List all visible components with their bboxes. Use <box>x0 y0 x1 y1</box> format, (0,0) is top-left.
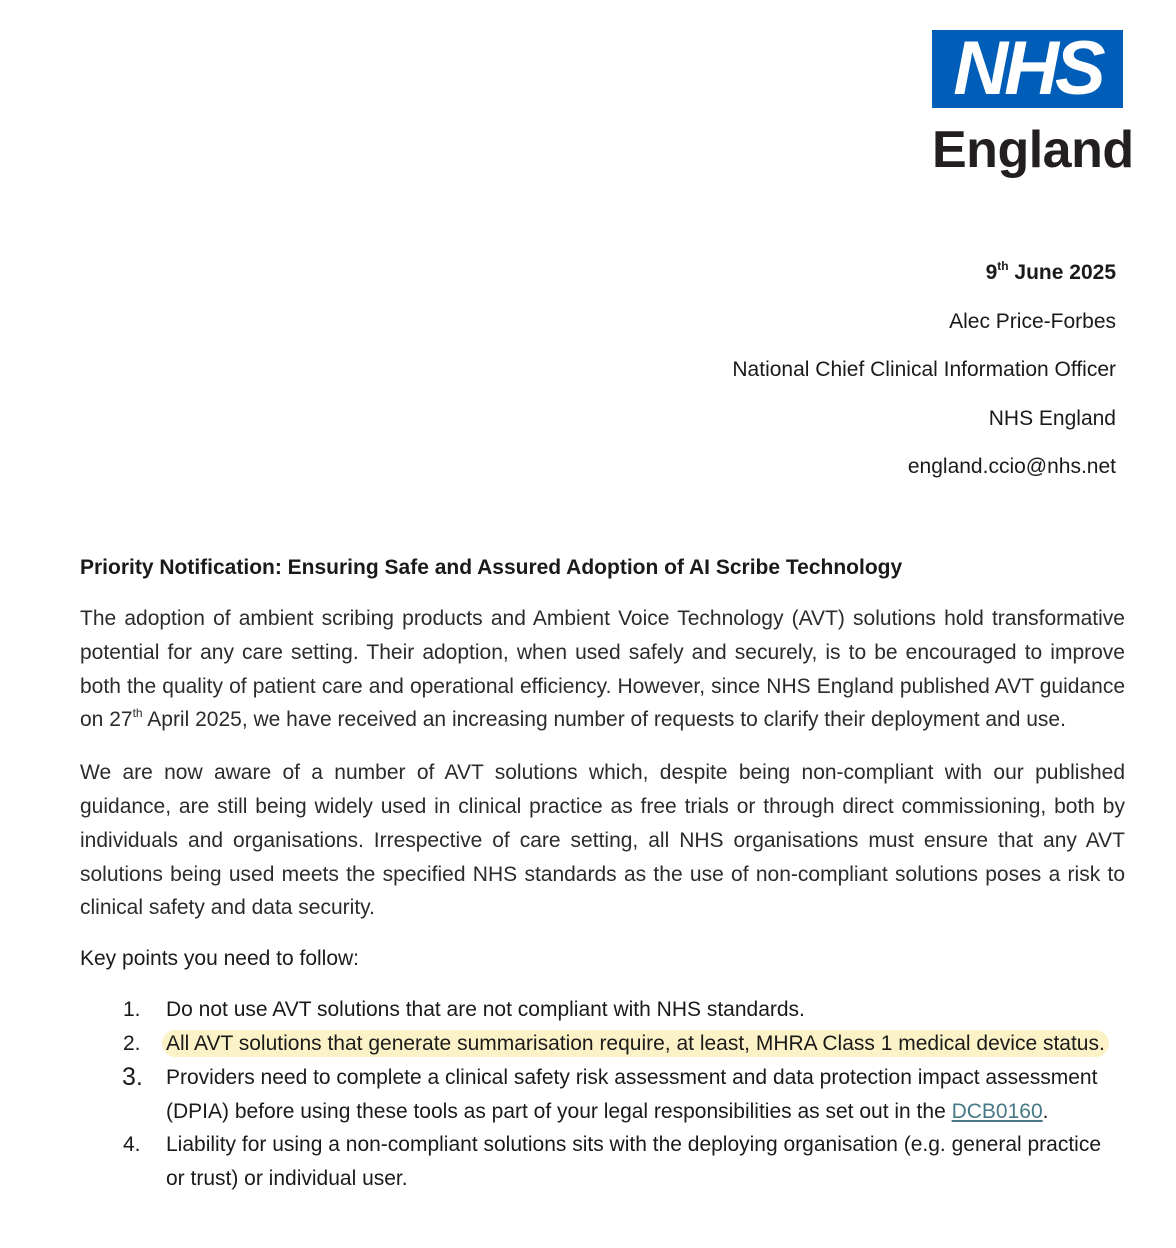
sender-role: National Chief Clinical Information Officer <box>732 358 1116 381</box>
sender-name: Alec Price-Forbes <box>949 309 1116 333</box>
logo-region: England <box>932 121 1134 179</box>
list-item-number: 2. <box>123 1031 141 1055</box>
list-item <box>80 1061 1125 1129</box>
date-rest: June 2025 <box>1008 261 1116 284</box>
sender-org: NHS England <box>988 406 1116 430</box>
date-suffix: th <box>997 259 1009 273</box>
date-day: 9 <box>985 261 998 284</box>
list-item-number: 1. <box>123 998 141 1022</box>
list-item-number: 3. <box>122 1062 143 1091</box>
paragraph-2: We are now aware of a number of AVT solutions which, despite being non-compliant with our published guidance, are still being widely used in clinical practice as free trials or through direct commissioning, both by individuals and organisations. Irrespective of care setting, all NHS organisations must ensure that any AVT solutions being used meets the specified NHS standards as the use of non-compliant solutions poses a risk to clinical safety and data security. <box>80 761 1125 920</box>
list-item-text-end: . <box>1042 1099 1049 1123</box>
highlighted-text: All AVT solutions that generate summarisation require, at least, MHRA Class 1 medical device status. <box>162 1030 1109 1057</box>
key-points-heading: Key points you need to follow: <box>80 947 360 971</box>
list-item <box>80 1128 1125 1196</box>
nhs-logo-box <box>932 26 1123 111</box>
dcb0160-link[interactable]: DCB0160 <box>951 1099 1043 1123</box>
list-item-text: Providers need to complete a clinical safety risk assessment and data protection impact assessment (DPIA) before using these tools as part of your legal responsibilities as set out in the <box>166 1065 1098 1123</box>
list-item-number: 4. <box>123 1133 141 1157</box>
list-item <box>80 1027 1125 1061</box>
list-item-text: Liability for using a non-compliant solutions sits with the deploying organisation (e.g. general practice or trust) or individual user. <box>166 1133 1102 1191</box>
sender-email: england.ccio@nhs.net <box>907 455 1116 478</box>
paragraph-1-text-a: The adoption of ambient scribing products and Ambient Voice Technology (AVT) solutions hold transformative potential for any care setting. Their adoption, when used safely and securely, is to be encouraged to improve both the quality of patient care and operational efficiency. However, since NHS England published AVT guidance on 27 <box>80 607 1125 732</box>
paragraph-1-text-b: April 2025, we have received an increasing number of requests to clarify their deployment and use. <box>142 708 1066 732</box>
key-points-list <box>80 993 1125 1196</box>
letter-date <box>732 258 1116 307</box>
list-item-text: Do not use AVT solutions that are not compliant with NHS standards. <box>166 998 805 1022</box>
list-item <box>80 993 1125 1027</box>
sender-block <box>732 258 1116 501</box>
nhs-england-logo <box>932 26 1134 180</box>
letter-subject: Priority Notification: Ensuring Safe and Assured Adoption of AI Scribe Technology <box>80 556 903 579</box>
paragraph-1 <box>80 602 1125 737</box>
paragraph-1-sup: th <box>132 706 143 721</box>
letter-body <box>80 553 1125 1196</box>
nhs-logo-text: NHS <box>953 26 1102 111</box>
